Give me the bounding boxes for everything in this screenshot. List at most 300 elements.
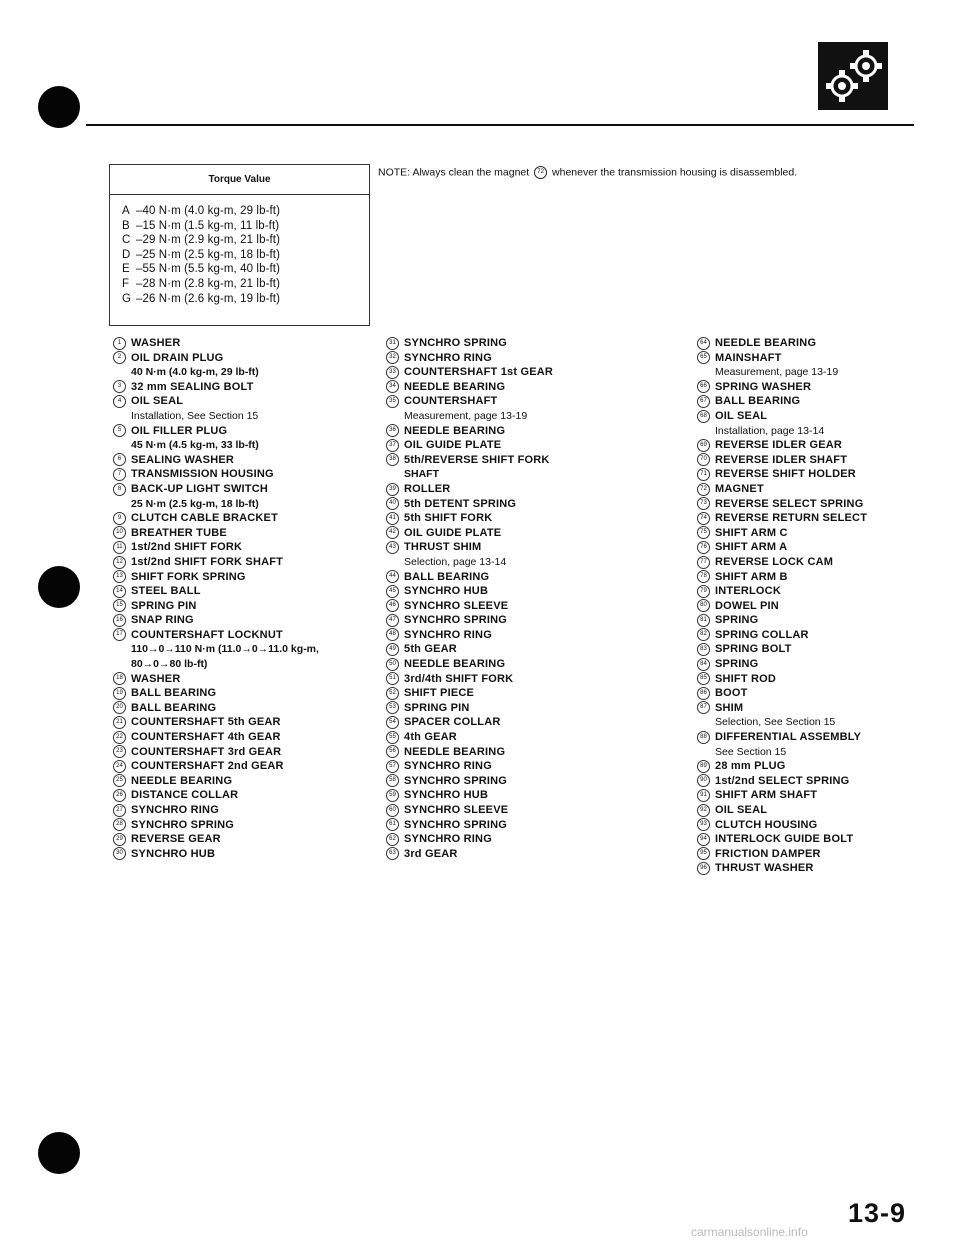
part-number: 50 (386, 658, 399, 671)
part-item (386, 438, 553, 453)
part-name: REVERSE RETURN SELECT (715, 512, 868, 525)
part-name: SYNCHRO SLEEVE (404, 804, 509, 816)
part-number: 5 (113, 424, 126, 437)
part-item (697, 482, 867, 497)
torque-row (122, 219, 369, 234)
part-name: SYNCHRO RING (404, 351, 492, 364)
part-number: 62 (386, 833, 399, 846)
part-name: 3rd GEAR (404, 847, 458, 860)
part-name: SYNCHRO SPRING (404, 337, 508, 349)
part-item (113, 467, 319, 482)
part-item (113, 599, 319, 614)
part-number: 25 (113, 774, 126, 787)
part-number: 70 (697, 453, 710, 466)
torque-table-rows (110, 195, 369, 306)
part-number: 79 (697, 585, 710, 598)
part-item (697, 847, 867, 862)
part-name: NEEDLE BEARING (404, 424, 506, 437)
part-number: 63 (386, 847, 399, 860)
part-name: SPACER COLLAR (404, 716, 501, 729)
part-item (113, 832, 319, 847)
part-subnote: See Section 15 (715, 745, 787, 758)
part-number: 14 (113, 585, 126, 598)
part-item (697, 336, 867, 351)
part-name: 5th SHIFT FORK (404, 512, 493, 525)
part-number: 81 (697, 614, 710, 627)
part-number: 91 (697, 789, 710, 802)
part-number: 34 (386, 380, 399, 393)
header-rule (86, 124, 914, 126)
part-item (113, 715, 319, 730)
part-number: 4 (113, 395, 126, 408)
part-name: WASHER (131, 672, 181, 685)
part-number: 69 (697, 439, 710, 452)
part-number: 35 (386, 395, 399, 408)
part-number: 9 (113, 512, 126, 525)
part-name: 1st/2nd SHIFT FORK (131, 541, 243, 554)
part-item (386, 759, 553, 774)
part-number: 84 (697, 658, 710, 671)
part-name: COUNTERSHAFT LOCKNUT (131, 628, 283, 641)
torque-value: –55 N·m (5.5 kg-m, 40 lb-ft) (136, 263, 281, 276)
part-subnote: Installation, page 13-14 (715, 424, 825, 437)
part-item (113, 788, 319, 803)
torque-letter: A (122, 205, 130, 217)
part-item (697, 540, 867, 555)
part-name: COUNTERSHAFT 1st GEAR (404, 366, 554, 379)
part-number: 18 (113, 672, 126, 685)
part-name: OIL SEAL (715, 409, 768, 422)
part-subnote: Selection, See Section 15 (715, 716, 836, 729)
torque-letter: B (122, 219, 130, 232)
part-number: 1 (113, 337, 126, 350)
part-item (697, 672, 867, 687)
part-name: OIL GUIDE PLATE (404, 526, 502, 539)
part-item (697, 394, 867, 409)
part-name: 5th GEAR (404, 643, 457, 656)
torque-value: –15 N·m (1.5 kg-m, 11 lb-ft) (136, 219, 280, 232)
part-number: 87 (697, 701, 710, 714)
part-item (697, 686, 867, 701)
part-number: 2 (113, 351, 126, 364)
part-item (113, 613, 319, 628)
part-name: NEEDLE BEARING (404, 745, 506, 758)
part-number: 55 (386, 731, 399, 744)
part-name: SEALING WASHER (131, 453, 235, 466)
part-name: SPRING COLLAR (715, 628, 809, 641)
part-item (386, 657, 553, 672)
part-name: COUNTERSHAFT 3rd GEAR (131, 745, 282, 758)
torque-row (122, 262, 369, 277)
part-name: SYNCHRO SPRING (404, 818, 508, 831)
torque-letter: C (122, 234, 131, 247)
part-number: 23 (113, 745, 126, 758)
torque-value: –29 N·m (2.9 kg-m, 21 lb-ft) (136, 234, 281, 247)
part-item (386, 613, 553, 628)
part-name: SYNCHRO RING (404, 833, 492, 846)
gearbox-section-icon (818, 42, 888, 110)
part-number: 54 (386, 716, 399, 729)
torque-value-table (109, 164, 370, 326)
part-item (113, 745, 319, 760)
part-name: ROLLER (404, 482, 451, 495)
part-item (697, 774, 867, 789)
part-item (697, 570, 867, 585)
part-number: 51 (386, 672, 399, 685)
part-item (697, 803, 867, 818)
part-name: SPRING WASHER (715, 380, 812, 393)
part-number: 88 (697, 731, 710, 744)
magnet-note (378, 166, 797, 179)
part-number: 15 (113, 599, 126, 612)
part-name: SYNCHRO SLEEVE (404, 599, 509, 612)
part-number: 94 (697, 833, 710, 846)
part-name: DIFFERENTIAL ASSEMBLY (715, 731, 862, 744)
part-name: SYNCHRO HUB (404, 585, 489, 598)
part-name: FRICTION DAMPER (715, 847, 821, 860)
part-name: OIL SEAL (715, 804, 768, 816)
part-name: OIL FILLER PLUG (131, 424, 228, 437)
part-item (386, 394, 553, 409)
part-name: OIL DRAIN PLUG (131, 351, 224, 364)
part-item (386, 701, 553, 716)
part-item (697, 497, 867, 512)
part-number: 95 (697, 847, 710, 860)
part-name: SYNCHRO SPRING (404, 614, 508, 627)
part-item (386, 599, 553, 614)
part-number: 52 (386, 687, 399, 700)
part-name: INTERLOCK GUIDE BOLT (715, 833, 854, 846)
part-number: 85 (697, 672, 710, 685)
part-item (697, 657, 867, 672)
part-number: 75 (697, 526, 710, 539)
part-name: SHIFT ARM B (715, 570, 788, 583)
part-name: REVERSE GEAR (131, 833, 221, 846)
torque-row (122, 292, 369, 307)
part-name: REVERSE IDLER SHAFT (715, 453, 848, 466)
part-subnote: 110→0→110 N·m (11.0→0→11.0 kg-m, (131, 643, 319, 656)
part-item (113, 818, 319, 833)
part-number: 67 (697, 395, 710, 408)
part-item (113, 424, 319, 439)
part-subnote: SHAFT (404, 468, 439, 481)
part-item (386, 424, 553, 439)
part-name: COUNTERSHAFT 2nd GEAR (131, 760, 284, 773)
torque-row (122, 248, 369, 263)
part-number: 45 (386, 585, 399, 598)
part-item (386, 453, 553, 468)
part-item (697, 467, 867, 482)
part-number: 8 (113, 483, 126, 496)
part-number: 29 (113, 833, 126, 846)
part-item (386, 715, 553, 730)
part-number: 44 (386, 570, 399, 583)
part-item (386, 336, 553, 351)
part-item (697, 511, 867, 526)
part-number: 40 (386, 497, 399, 510)
part-number: 12 (113, 556, 126, 569)
torque-row (122, 233, 369, 248)
part-number: 72 (697, 483, 710, 496)
part-number: 46 (386, 599, 399, 612)
part-number: 76 (697, 541, 710, 554)
part-number: 65 (697, 351, 710, 364)
part-number: 32 (386, 351, 399, 364)
part-item (386, 497, 553, 512)
part-subnote: Installation, See Section 15 (131, 409, 259, 422)
part-name: BACK-UP LIGHT SWITCH (131, 482, 269, 495)
part-item (697, 599, 867, 614)
part-item (113, 628, 319, 643)
part-name: 32 mm SEALING BOLT (131, 380, 254, 393)
part-item (113, 394, 319, 409)
part-number: 60 (386, 804, 399, 817)
part-name: SYNCHRO RING (404, 628, 492, 641)
part-name: COUNTERSHAFT (404, 395, 498, 408)
part-item (697, 438, 867, 453)
part-item (697, 526, 867, 541)
part-number: 13 (113, 570, 126, 583)
part-subnote: 45 N·m (4.5 kg-m, 33 lb-ft) (131, 439, 259, 452)
part-name: SHIFT ARM C (715, 526, 788, 539)
part-item (386, 526, 553, 541)
part-item (697, 818, 867, 833)
torque-letter: F (122, 277, 130, 290)
torque-letter: G (122, 292, 132, 305)
part-item (113, 555, 319, 570)
part-number: 47 (386, 614, 399, 627)
punch-hole-icon (38, 86, 80, 128)
part-number: 90 (697, 774, 710, 787)
part-number: 3 (113, 380, 126, 393)
part-item (386, 642, 553, 657)
part-subnote: Measurement, page 13-19 (404, 409, 528, 422)
part-subnote: Selection, page 13-14 (404, 555, 507, 568)
punch-hole-icon (38, 1132, 80, 1174)
part-item (386, 774, 553, 789)
watermark: carmanualsonline.info (691, 1225, 808, 1239)
part-name: SHIFT ARM A (715, 541, 788, 554)
part-item (386, 788, 553, 803)
part-number: 92 (697, 804, 710, 817)
part-name: 1st/2nd SELECT SPRING (715, 774, 850, 787)
part-name: BALL BEARING (715, 395, 801, 408)
part-item (113, 336, 319, 351)
part-name: NEEDLE BEARING (404, 658, 506, 671)
part-number: 17 (113, 628, 126, 641)
torque-table-header: Torque Value (110, 165, 369, 195)
part-item (697, 759, 867, 774)
part-number: 68 (697, 410, 710, 423)
torque-value: –40 N·m (4.0 kg-m, 29 lb-ft) (136, 205, 281, 217)
part-name: TRANSMISSION HOUSING (131, 468, 274, 481)
part-number: 16 (113, 614, 126, 627)
note-text-after: whenever the transmission housing is disassembled. (552, 166, 798, 179)
part-item (386, 365, 553, 380)
part-subnote: 40 N·m (4.0 kg-m, 29 lb-ft) (131, 366, 259, 379)
part-item (113, 351, 319, 366)
part-name: BOOT (715, 687, 748, 700)
part-number: 96 (697, 862, 710, 875)
part-name: NEEDLE BEARING (404, 380, 506, 393)
part-item (113, 803, 319, 818)
part-item (113, 686, 319, 701)
part-number: 57 (386, 760, 399, 773)
part-number: 82 (697, 628, 710, 641)
part-item (386, 351, 553, 366)
parts-list-column-2 (386, 336, 553, 861)
part-name: MAGNET (715, 482, 764, 495)
part-name: REVERSE LOCK CAM (715, 555, 834, 568)
part-name: INTERLOCK (715, 585, 781, 598)
part-item (113, 540, 319, 555)
part-name: SHIFT ARM SHAFT (715, 789, 818, 802)
part-item (697, 730, 867, 745)
part-item (113, 482, 319, 497)
part-number: 93 (697, 818, 710, 831)
part-number: 73 (697, 497, 710, 510)
part-number: 27 (113, 804, 126, 817)
part-name: SYNCHRO RING (404, 760, 492, 773)
part-number: 58 (386, 774, 399, 787)
part-name: 5th DETENT SPRING (404, 497, 517, 510)
part-name: SPRING (715, 658, 759, 671)
part-number: 64 (697, 337, 710, 350)
part-number: 86 (697, 687, 710, 700)
part-number: 39 (386, 483, 399, 496)
part-number: 10 (113, 526, 126, 539)
part-item (113, 570, 319, 585)
part-name: REVERSE SHIFT HOLDER (715, 468, 856, 481)
part-name: REVERSE IDLER GEAR (715, 439, 843, 452)
torque-value: –28 N·m (2.8 kg-m, 21 lb-ft) (136, 277, 281, 290)
part-name: BREATHER TUBE (131, 526, 227, 539)
part-item (386, 584, 553, 599)
part-number: 7 (113, 468, 126, 481)
torque-value: –25 N·m (2.5 kg-m, 18 lb-ft) (136, 248, 281, 261)
part-item (386, 847, 553, 862)
part-item (386, 511, 553, 526)
part-item (113, 511, 319, 526)
part-name: OIL SEAL (131, 395, 184, 408)
part-item (113, 584, 319, 599)
part-number: 38 (386, 453, 399, 466)
punch-hole-icon (38, 566, 80, 608)
part-number: 78 (697, 570, 710, 583)
part-number: 74 (697, 512, 710, 525)
part-name: OIL GUIDE PLATE (404, 439, 502, 452)
part-number: 61 (386, 818, 399, 831)
part-item (386, 730, 553, 745)
part-number: 6 (113, 453, 126, 466)
part-item (697, 701, 867, 716)
part-name: STEEL BALL (131, 585, 201, 598)
part-item (386, 818, 553, 833)
part-number: 11 (113, 541, 126, 554)
part-item (386, 672, 553, 687)
part-number: 41 (386, 512, 399, 525)
part-item (697, 628, 867, 643)
part-name: SHIFT ROD (715, 672, 777, 685)
part-item (386, 832, 553, 847)
part-item (113, 526, 319, 541)
part-name: SYNCHRO HUB (131, 847, 216, 860)
part-number: 22 (113, 731, 126, 744)
part-number: 21 (113, 716, 126, 729)
part-number: 59 (386, 789, 399, 802)
part-name: SYNCHRO SPRING (404, 774, 508, 787)
part-name: SPRING PIN (131, 599, 197, 612)
part-number: 43 (386, 541, 399, 554)
part-number: 19 (113, 687, 126, 700)
part-name: SYNCHRO RING (131, 804, 219, 816)
parts-list-column-3 (697, 336, 867, 876)
part-number: 24 (113, 760, 126, 773)
part-item (113, 672, 319, 687)
part-number: 37 (386, 439, 399, 452)
part-name: CLUTCH CABLE BRACKET (131, 512, 278, 525)
part-item (113, 774, 319, 789)
part-name: NEEDLE BEARING (715, 337, 817, 349)
part-number: 71 (697, 468, 710, 481)
part-item (386, 570, 553, 585)
part-number: 49 (386, 643, 399, 656)
part-item (113, 730, 319, 745)
torque-row (122, 277, 369, 292)
part-item (697, 788, 867, 803)
part-item (386, 540, 553, 555)
part-item (386, 482, 553, 497)
part-item (697, 832, 867, 847)
part-name: REVERSE SELECT SPRING (715, 497, 864, 510)
part-name: SNAP RING (131, 614, 194, 627)
part-name: SPRING PIN (404, 701, 470, 714)
part-number: 30 (113, 847, 126, 860)
part-name: MAINSHAFT (715, 351, 782, 364)
part-name: SYNCHRO HUB (404, 789, 489, 802)
part-subnote: 80→0→80 lb-ft) (131, 658, 208, 671)
part-item (697, 453, 867, 468)
part-number: 80 (697, 599, 710, 612)
part-item (386, 380, 553, 395)
part-item (113, 380, 319, 395)
note-label: NOTE: (378, 166, 411, 179)
part-name: SHIFT PIECE (404, 687, 475, 700)
torque-letter: D (122, 248, 131, 261)
part-item (386, 628, 553, 643)
torque-value: –26 N·m (2.6 kg-m, 19 lb-ft) (136, 292, 281, 305)
part-number: 77 (697, 556, 710, 569)
part-name: COUNTERSHAFT 5th GEAR (131, 716, 281, 729)
part-item (113, 847, 319, 862)
part-number: 36 (386, 424, 399, 437)
part-number: 26 (113, 789, 126, 802)
part-item (386, 803, 553, 818)
part-item (697, 861, 867, 876)
part-item (697, 380, 867, 395)
part-number: 31 (386, 337, 399, 350)
part-name: BALL BEARING (131, 701, 217, 714)
part-number: 48 (386, 628, 399, 641)
part-name: 28 mm PLUG (715, 760, 786, 773)
part-name: 3rd/4th SHIFT FORK (404, 672, 514, 685)
part-item (697, 642, 867, 657)
parts-list-column-1 (113, 336, 319, 861)
part-name: WASHER (131, 337, 181, 349)
part-name: SHIM (715, 701, 744, 714)
part-name: COUNTERSHAFT 4th GEAR (131, 731, 281, 744)
part-name: THRUST SHIM (404, 541, 482, 554)
